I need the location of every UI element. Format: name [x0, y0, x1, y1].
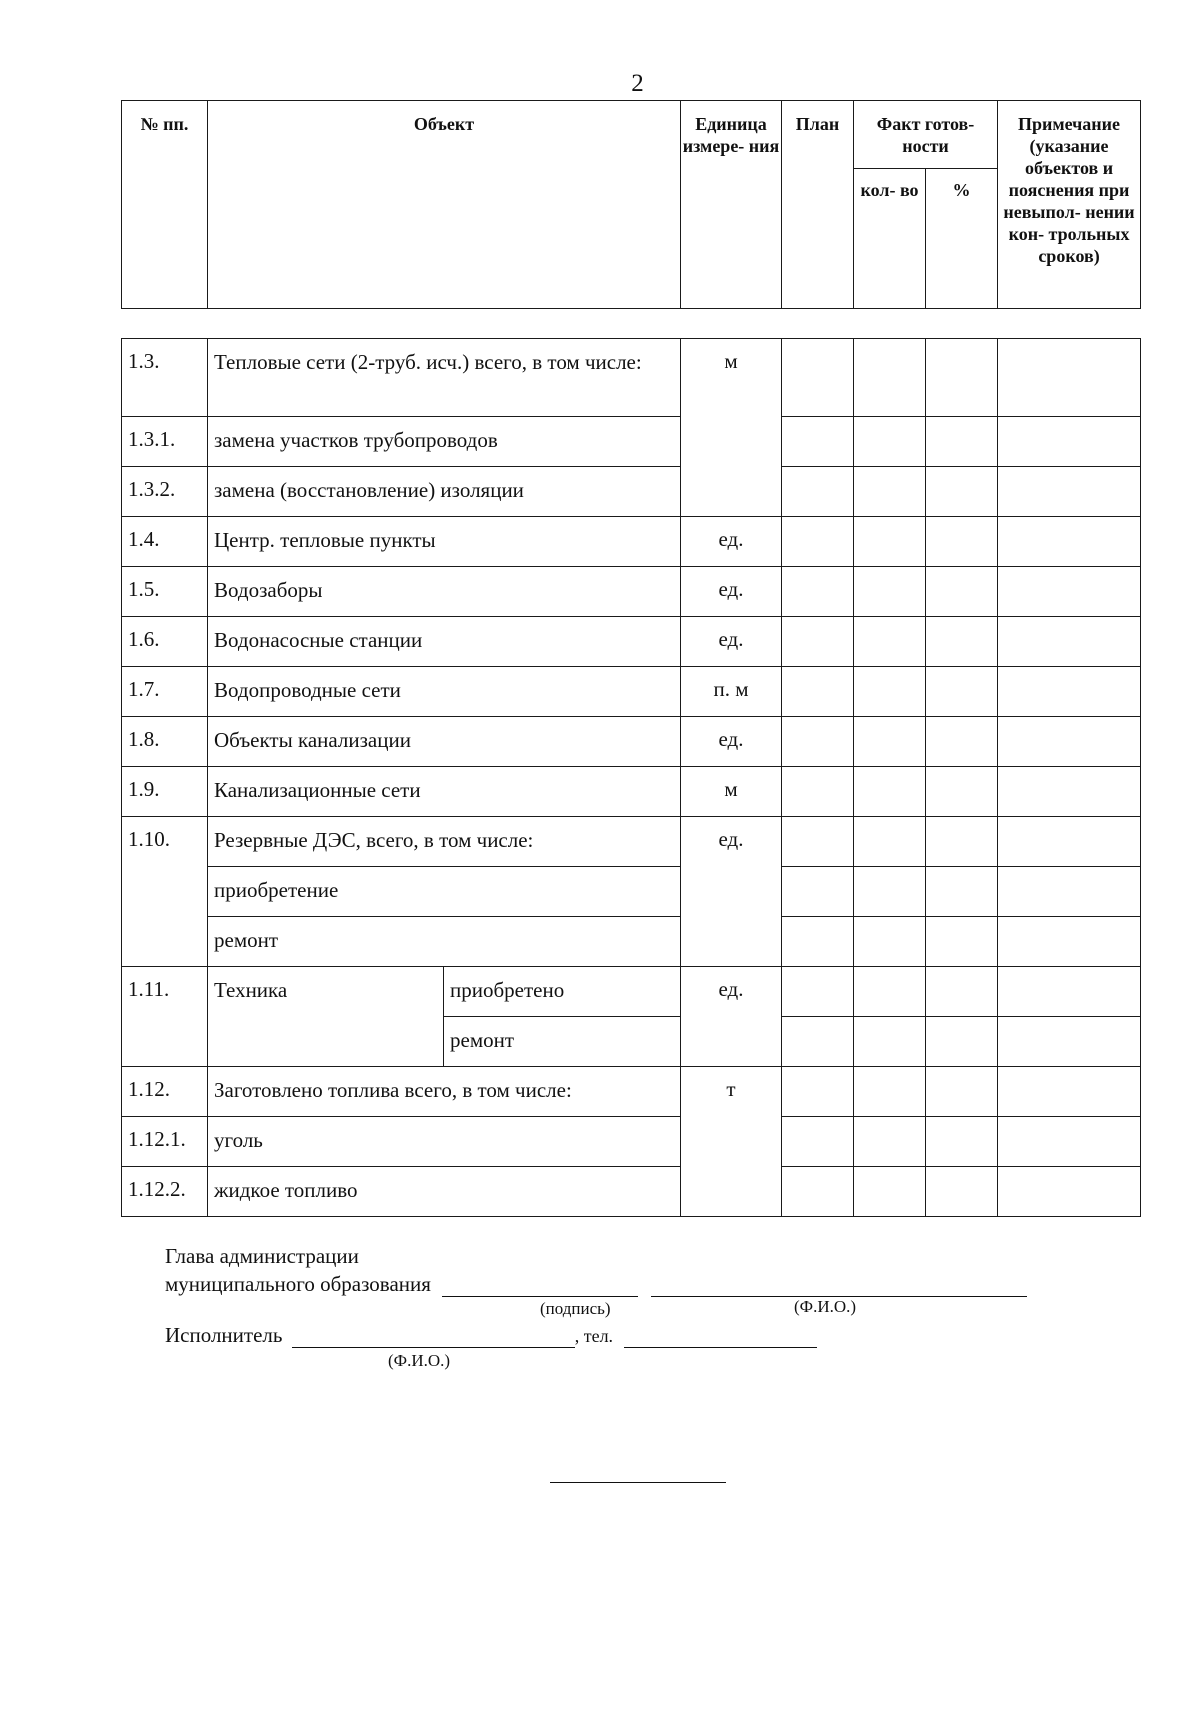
row-object: приобретение: [208, 867, 681, 917]
row-unit: п. м: [681, 667, 782, 717]
table-row: [122, 517, 1141, 567]
row-num: 1.12.2.: [122, 1167, 208, 1217]
row-unit: м: [681, 767, 782, 817]
qty-cell: [854, 917, 926, 967]
pct-cell: [926, 417, 998, 467]
pct-cell: [926, 1017, 998, 1067]
plan-cell: [782, 617, 854, 667]
row-unit: ед.: [681, 717, 782, 767]
pct-cell: [926, 567, 998, 617]
note-cell: [998, 1167, 1141, 1217]
executor-fio-line: [292, 1327, 575, 1348]
tel-line: [624, 1327, 817, 1348]
qty-cell: [854, 617, 926, 667]
header-pct: %: [926, 169, 998, 309]
row-num: 1.8.: [122, 717, 208, 767]
note-cell: [998, 767, 1141, 817]
qty-cell: [854, 767, 926, 817]
note-cell: [998, 617, 1141, 667]
plan-cell: [782, 917, 854, 967]
row-num: 1.6.: [122, 617, 208, 667]
note-cell: [998, 1017, 1141, 1067]
row-unit: ед.: [681, 517, 782, 567]
header-object: Объект: [208, 101, 681, 309]
row-object: Водозаборы: [208, 567, 681, 617]
row-num: 1.3.2.: [122, 467, 208, 517]
table-row: [122, 1067, 1141, 1117]
table-row: [122, 617, 1141, 667]
table-row: [122, 567, 1141, 617]
plan-cell: [782, 567, 854, 617]
header-fact: Факт готов- ности: [854, 101, 998, 169]
tel-label: , тел.: [574, 1326, 614, 1346]
row-object: Водопроводные сети: [208, 667, 681, 717]
fio-line: [651, 1276, 1027, 1297]
row-num: 1.9.: [122, 767, 208, 817]
pct-cell: [926, 667, 998, 717]
signature-label: (подпись): [540, 1299, 611, 1318]
note-cell: [998, 417, 1141, 467]
qty-cell: [854, 717, 926, 767]
note-cell: [998, 817, 1141, 867]
note-cell: [998, 717, 1141, 767]
row-subobject: приобретено: [444, 967, 681, 1017]
pct-cell: [926, 817, 998, 867]
table-row: [122, 917, 1141, 967]
qty-cell: [854, 517, 926, 567]
qty-cell: [854, 567, 926, 617]
qty-cell: [854, 417, 926, 467]
note-cell: [998, 1067, 1141, 1117]
row-object: замена (восстановление) изоляции: [208, 467, 681, 517]
plan-cell: [782, 717, 854, 767]
pct-cell: [926, 767, 998, 817]
pct-cell: [926, 1167, 998, 1217]
plan-cell: [782, 467, 854, 517]
plan-cell: [782, 767, 854, 817]
pct-cell: [926, 517, 998, 567]
qty-cell: [854, 867, 926, 917]
note-cell: [998, 1117, 1141, 1167]
header-note: Примечание (указание объектов и пояснения при невыпол- нении кон- трольных сроков): [998, 101, 1141, 309]
row-num: 1.7.: [122, 667, 208, 717]
table-row: [122, 817, 1141, 867]
plan-cell: [782, 817, 854, 867]
note-cell: [998, 467, 1141, 517]
plan-cell: [782, 867, 854, 917]
head-signature-line: [165, 1272, 1027, 1297]
pct-cell: [926, 1067, 998, 1117]
table-row: [122, 867, 1141, 917]
row-unit: т: [681, 1067, 782, 1217]
table-row: [122, 467, 1141, 517]
row-num: 1.4.: [122, 517, 208, 567]
row-num: 1.11.: [122, 967, 208, 1067]
page-number: 2: [631, 70, 644, 97]
table-row: [122, 1117, 1141, 1167]
table-row: [122, 767, 1141, 817]
row-num: 1.5.: [122, 567, 208, 617]
table-row: [122, 1167, 1141, 1217]
note-cell: [998, 567, 1141, 617]
plan-cell: [782, 667, 854, 717]
row-unit: ед.: [681, 567, 782, 617]
pct-cell: [926, 339, 998, 417]
fio-label: (Ф.И.О.): [794, 1297, 857, 1316]
note-cell: [998, 967, 1141, 1017]
table-row: [122, 717, 1141, 767]
pct-cell: [926, 917, 998, 967]
plan-cell: [782, 517, 854, 567]
row-num: 1.3.: [122, 339, 208, 417]
note-cell: [998, 867, 1141, 917]
row-object: Тепловые сети (2-труб. исч.) всего, в том числе:: [208, 339, 681, 417]
plan-cell: [782, 1117, 854, 1167]
note-cell: [998, 339, 1141, 417]
plan-cell: [782, 1067, 854, 1117]
row-object: Техника: [208, 967, 444, 1067]
row-num: 1.3.1.: [122, 417, 208, 467]
table-row: [122, 967, 1141, 1017]
plan-cell: [782, 1167, 854, 1217]
qty-cell: [854, 467, 926, 517]
report-table: [121, 100, 1141, 1217]
row-object: ремонт: [208, 917, 681, 967]
qty-cell: [854, 339, 926, 417]
qty-cell: [854, 1017, 926, 1067]
pct-cell: [926, 1117, 998, 1167]
pct-cell: [926, 967, 998, 1017]
row-object: Заготовлено топлива всего, в том числе:: [208, 1067, 681, 1117]
row-object: Объекты канализации: [208, 717, 681, 767]
executor-label: Исполнитель: [165, 1323, 283, 1347]
end-divider: [550, 1482, 726, 1483]
row-subobject: ремонт: [444, 1017, 681, 1067]
header-num: № пп.: [122, 101, 208, 309]
table-row: [122, 339, 1141, 417]
plan-cell: [782, 967, 854, 1017]
row-num: 1.10.: [122, 817, 208, 967]
head-org: муниципального образования: [165, 1272, 431, 1296]
table-row: [122, 667, 1141, 717]
row-object: Водонасосные станции: [208, 617, 681, 667]
pct-cell: [926, 867, 998, 917]
row-unit: м: [681, 339, 782, 517]
qty-cell: [854, 667, 926, 717]
pct-cell: [926, 717, 998, 767]
row-object: Центр. тепловые пункты: [208, 517, 681, 567]
row-object: Резервные ДЭС, всего, в том числе:: [208, 817, 681, 867]
qty-cell: [854, 817, 926, 867]
table-body: [121, 338, 1141, 1217]
row-object: уголь: [208, 1117, 681, 1167]
note-cell: [998, 917, 1141, 967]
executor-fio-label: (Ф.И.О.): [388, 1351, 451, 1370]
table-row: [122, 417, 1141, 467]
row-num: 1.12.1.: [122, 1117, 208, 1167]
plan-cell: [782, 339, 854, 417]
head-title: Глава администрации: [165, 1244, 359, 1268]
pct-cell: [926, 617, 998, 667]
header-plan: План: [782, 101, 854, 309]
signature-line: [442, 1276, 638, 1297]
qty-cell: [854, 1117, 926, 1167]
pct-cell: [926, 467, 998, 517]
row-object: Канализационные сети: [208, 767, 681, 817]
row-unit: ед.: [681, 817, 782, 967]
note-cell: [998, 517, 1141, 567]
row-unit: ед.: [681, 967, 782, 1067]
header-qty: кол- во: [854, 169, 926, 309]
row-num: 1.12.: [122, 1067, 208, 1117]
note-cell: [998, 667, 1141, 717]
row-object: замена участков трубопроводов: [208, 417, 681, 467]
qty-cell: [854, 967, 926, 1017]
row-unit: ед.: [681, 617, 782, 667]
qty-cell: [854, 1167, 926, 1217]
executor-line: [165, 1323, 817, 1348]
table-header: [121, 100, 1141, 309]
plan-cell: [782, 1017, 854, 1067]
plan-cell: [782, 417, 854, 467]
header-unit: Единица измере- ния: [681, 101, 782, 309]
qty-cell: [854, 1067, 926, 1117]
row-object: жидкое топливо: [208, 1167, 681, 1217]
